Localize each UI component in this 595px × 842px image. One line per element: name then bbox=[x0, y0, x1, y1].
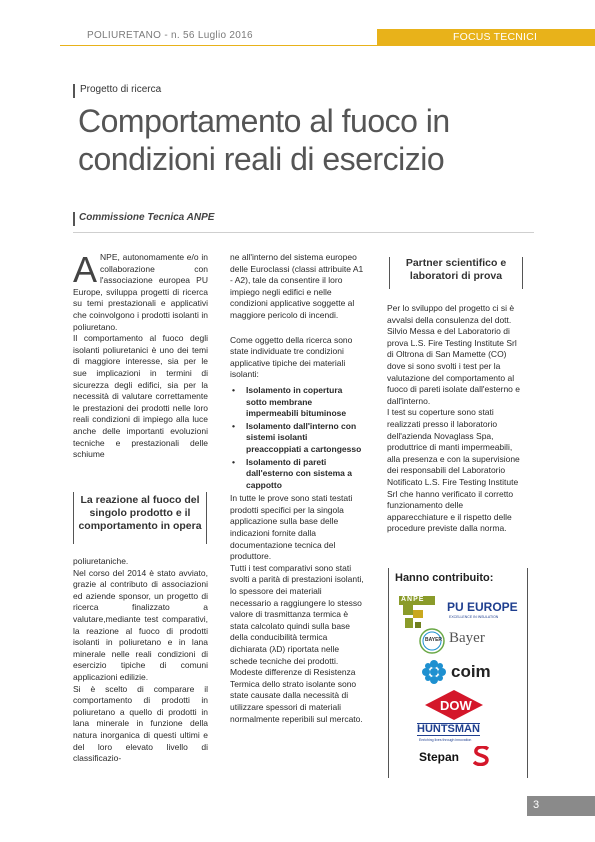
subheading-box: La reazione al fuoco del singolo prodotto e il comportamento in opera bbox=[73, 492, 207, 544]
article-column-1 bbox=[73, 249, 208, 461]
subheading-box: Partner scientifico e laboratori di prova bbox=[389, 257, 523, 289]
body-paragraph: Modeste differenze di Resistenza Termica dello strato isolante sono state causate dalla necessità di utilizzare spessori di materiali normalmente reperibili sul mercato. bbox=[230, 667, 363, 724]
body-paragraph: I test su coperture sono stati realizzati presso il laboratorio dell'azienda Novaglass Spa, produttrice di manti impermeabili, alla presenza e con la supervisione dei responsabili del Laboratorio Notificato L.S. Fire Testing Institute Srl che hanno verificato il corretto funzionamento delle apparecchiature e il rispetto delle procedure previste dalla norma. bbox=[387, 407, 520, 534]
section-label: FOCUS TECNICI bbox=[453, 31, 538, 43]
stepan-s-icon bbox=[473, 746, 491, 766]
anpe-wordmark: ANPE bbox=[401, 596, 425, 603]
intro-text: NPE, autonomamente e/o in collaborazione con l'associazione europea PU Europe, sviluppa progetti di ricerca su temi prestazionali e applicativi che coinvolgono i prodotti isolanti in poliuretano. bbox=[73, 252, 208, 332]
body-paragraph: Come oggetto della ricerca sono state individuate tre condizioni applicative tipiche dei materiali isolanti: bbox=[230, 334, 353, 380]
list-item: • Isolamento in copertura sotto membrane impermeabili bituminose bbox=[230, 385, 365, 420]
list-item: • Isolamento di pareti dall'esterno con sistema a cappotto bbox=[230, 457, 365, 492]
huntsman-logo bbox=[417, 723, 497, 741]
body-paragraph: Il comportamento al fuoco degli isolanti poliuretanici è uno dei temi di maggiore interesse, sia per le sue implicazioni in termini di sicurezza degli edifici, sia per la necessità di valutare correttamente le prestazioni dei prodotti nelle loro reali condizioni di impiego alla luce anche delle importanti evoluzioni tecniche e prestazionali delle schiume bbox=[73, 333, 208, 460]
pu-europe-logo bbox=[447, 600, 523, 624]
article-column-2 bbox=[230, 252, 365, 725]
bayer-cross-icon bbox=[419, 628, 445, 654]
body-paragraph: Nel corso del 2014 è stato avviato, grazie al contributo di associazioni ed aziende sponsor, un progetto di ricerca finalizzato a valutare,mediante test comparativi, la reazione al fuoco di prodotti isolanti in poliuretano e in lana minerale nelle reali condizioni di esercizio tipiche di comuni applicazioni edilizie. bbox=[73, 567, 208, 682]
body-paragraph: poliuretaniche. bbox=[73, 556, 129, 566]
dow-logo bbox=[425, 690, 483, 720]
article-column-1-cont bbox=[73, 556, 208, 765]
article-column-3 bbox=[387, 303, 524, 535]
contributors-box bbox=[388, 568, 528, 778]
stepan-wordmark: Stepan bbox=[419, 750, 460, 764]
contributors-title: Hanno contribuito: bbox=[395, 572, 494, 584]
applications-list bbox=[230, 385, 365, 491]
body-paragraph: In tutte le prove sono stati testati prodotti specifici per la singola applicazione sulla base delle indicazioni fornite dalla documentazione tecnica del produttore. bbox=[230, 493, 353, 562]
article-eyebrow: Progetto di ricerca bbox=[80, 84, 162, 95]
body-paragraph: Si è scelto di comparare il comportamento di prodotti in poliuretano a quello di prodotti in lana minerale in funzione della natura inorganica di questi ultimi e del loro elevato livello di classificazio- bbox=[73, 683, 208, 764]
coim-flower-icon bbox=[422, 660, 446, 684]
page-number-tab bbox=[527, 796, 595, 816]
coim-wordmark: coim bbox=[451, 662, 491, 681]
anpe-logo bbox=[399, 596, 435, 632]
list-item: • Isolamento dall'interno con sistemi isolanti preaccoppiati a cartongesso bbox=[230, 421, 365, 456]
drop-cap: A bbox=[73, 249, 98, 290]
body-paragraph: ne all'interno del sistema europeo delle Euroclassi (classi attribuite A1 - A2), tale da consentire il loro impiego negli edifici e nelle condizioni applicative soggette al maggiore pericolo di incendi. bbox=[230, 252, 364, 320]
huntsman-tagline: Enriching lives through innovation bbox=[419, 738, 472, 742]
section-tab bbox=[377, 29, 595, 45]
publication-header: POLIURETANO - n. 56 Luglio 2016 bbox=[87, 30, 253, 41]
article-author: Commissione Tecnica ANPE bbox=[79, 212, 215, 223]
author-marker bbox=[73, 212, 75, 226]
article-title: Comportamento al fuoco in condizioni reali di esercizio bbox=[78, 103, 450, 177]
body-paragraph: Per lo sviluppo del progetto ci si è avvalsi della consulenza del dott. Silvio Messa e del Laboratorio di prova L.S. Fire Testing Institute Srl di Oltrona di San Mamette (CO) dove si sono svolti i test per la valutazione del comportamento al fuoco di pareti isolate dall'esterno e dall'interno. bbox=[387, 303, 520, 406]
title-separator bbox=[73, 232, 534, 233]
header-rule bbox=[60, 45, 595, 46]
intro-paragraph bbox=[73, 249, 208, 333]
body-paragraph: Tutti i test comparativi sono stati svolti a parità di prestazioni isolanti, lo spessore dei materiali necessario a raggiungere lo stesso valore di trasmittanza termica è stata calcolato quindi sulla base della conducibilità termica dichiarata (λD) riportata nelle schede tecniche dei prodotti. bbox=[230, 562, 364, 666]
bayer-wordmark: Bayer bbox=[449, 630, 485, 646]
page-number: 3 bbox=[533, 799, 540, 811]
huntsman-wordmark: HUNTSMAN bbox=[417, 723, 480, 735]
pu-europe-tagline: EXCELLENCE IN INSULATION bbox=[449, 615, 499, 619]
dow-wordmark: DOW bbox=[440, 698, 472, 713]
bayer-cross-text: BAYER bbox=[425, 637, 443, 643]
pu-europe-wordmark: PU EUROPE bbox=[447, 600, 518, 614]
eyebrow-marker bbox=[73, 84, 75, 98]
